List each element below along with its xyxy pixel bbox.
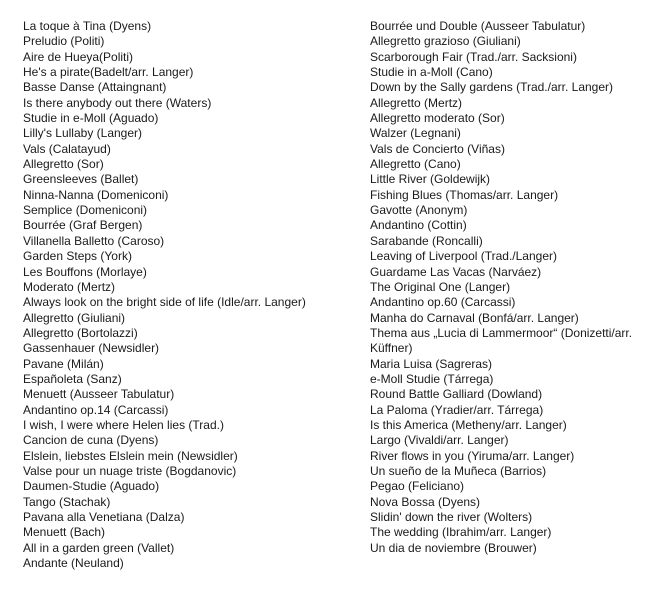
piece-title: Bourrée und Double (Ausseer Tabulatur) <box>370 19 586 33</box>
piece-title: Bourrée (Graf Bergen) <box>23 218 143 233</box>
piece-title: Basse Danse (Attaingnant) <box>23 80 167 95</box>
piece-title: I wish, I were where Helen lies (Trad.) <box>23 417 224 432</box>
piece-title: Garden Steps (York) <box>23 249 132 264</box>
piece-title: Vals (Calatayud) <box>23 141 111 156</box>
piece-title: Elslein, liebstes Elslein mein (Newsidler) <box>23 448 238 463</box>
piece-title: Gavotte (Anonym) <box>370 203 468 218</box>
piece-title: Allegretto grazioso (Giuliani) <box>370 34 521 49</box>
piece-title: Always look on the bright side of life (Idle/arr. Langer) <box>23 295 306 310</box>
piece-title: Pavana alla Venetiana (Dalza) <box>23 510 185 524</box>
piece-title: Cancion de cuna (Dyens) <box>23 433 159 448</box>
piece-title: Sarabande (Roncalli) <box>370 233 483 248</box>
piece-title: Aire de Hueya(Politi) <box>23 49 134 64</box>
piece-title: Pavane (Milán) <box>23 356 104 371</box>
piece-title: Allegretto moderato (Sor) <box>370 111 505 126</box>
piece-title: Scarborough Fair (Trad./arr. Sacksioni) <box>370 49 577 64</box>
piece-title: Studie in a-Moll (Cano) <box>370 65 493 80</box>
piece-title: Andante (Neuland) <box>23 556 124 571</box>
piece-title: Ninna-Nanna (Domeniconi) <box>23 187 169 202</box>
piece-title: Andantino op.14 (Carcassi) <box>23 402 169 417</box>
piece-title: Un sueño de la Muñeca (Barrios) <box>370 463 547 478</box>
piece-title: Villanella Balletto (Caroso) <box>23 233 165 248</box>
piece-title: La Paloma (Yradier/arr. Tárrega) <box>370 402 544 417</box>
piece-title: Down by the Sally gardens (Trad./arr. Langer) <box>370 80 614 95</box>
piece-title: Moderato (Mertz) <box>23 279 116 294</box>
piece-title: Slidin' down the river (Wolters) <box>370 510 533 524</box>
piece-title: Pegao (Feliciano) <box>370 479 465 494</box>
piece-title: Lilly's Lullaby (Langer) <box>23 126 143 141</box>
piece-title: Españoleta (Sanz) <box>23 371 122 386</box>
piece-title: Valse pour un nuage triste (Bogdanovic) <box>23 463 237 478</box>
piece-title: Allegretto (Bortolazzi) <box>23 325 138 340</box>
piece-title: Tango (Stachak) <box>23 494 111 509</box>
piece-title: Greensleeves (Ballet) <box>23 172 139 187</box>
piece-title: Little River (Goldewijk) <box>370 172 491 187</box>
piece-title: Les Bouffons (Morlaye) <box>23 264 147 279</box>
piece-title: Nova Bossa (Dyens) <box>370 494 481 509</box>
piece-title: All in a garden green (Vallet) <box>23 540 175 555</box>
piece-title: The wedding (Ibrahim/arr. Langer) <box>370 525 552 540</box>
piece-title: e-Moll Studie (Tárrega) <box>370 371 494 386</box>
piece-title: Andantino op.60 (Carcassi) <box>370 295 516 310</box>
piece-title: Largo (Vivaldi/arr. Langer) <box>370 433 509 448</box>
left-column-list <box>23 19 353 571</box>
piece-title: Thema aus „Lucia di Lammermoor“ (Donizetti/arr. Küffner) <box>370 325 633 356</box>
piece-title: Allegretto (Giuliani) <box>23 310 126 325</box>
piece-title: Un dia de noviembre (Brouwer) <box>370 540 537 555</box>
piece-title: Vals de Concierto (Viñas) <box>370 141 505 156</box>
piece-title: Studie in e-Moll (Aguado) <box>23 111 159 126</box>
piece-title: Allegretto (Mertz) <box>370 95 463 110</box>
right-column-list <box>370 19 645 556</box>
piece-title: Walzer (Legnani) <box>370 126 461 141</box>
piece-title: He's a pirate(Badelt/arr. Langer) <box>23 65 194 80</box>
piece-title: The Original One (Langer) <box>370 279 511 294</box>
piece-title: Menuett (Bach) <box>23 525 106 540</box>
piece-title: Maria Luisa (Sagreras) <box>370 356 493 371</box>
piece-title: Menuett (Ausseer Tabulatur) <box>23 387 175 402</box>
piece-title: Fishing Blues (Thomas/arr. Langer) <box>370 187 559 202</box>
piece-title: Manha do Carnaval (Bonfá/arr. Langer) <box>370 310 579 325</box>
piece-title: Guardame Las Vacas (Narváez) <box>370 264 542 279</box>
piece-title: La toque à Tina (Dyens) <box>23 19 152 33</box>
piece-title: Daumen-Studie (Aguado) <box>23 479 160 494</box>
piece-title: Round Battle Galliard (Dowland) <box>370 387 543 402</box>
piece-title: Allegretto (Cano) <box>370 157 461 172</box>
piece-title: Semplice (Domeniconi) <box>23 203 148 218</box>
piece-title: Leaving of Liverpool (Trad./Langer) <box>370 249 557 264</box>
piece-title: Allegretto (Sor) <box>23 157 104 172</box>
piece-title: River flows in you (Yiruma/arr. Langer) <box>370 448 575 463</box>
piece-title: Is this America (Metheny/arr. Langer) <box>370 417 567 432</box>
piece-title: Gassenhauer (Newsidler) <box>23 341 160 356</box>
piece-title: Is there anybody out there (Waters) <box>23 95 212 110</box>
piece-title: Andantino (Cottin) <box>370 218 467 233</box>
piece-title: Preludio (Politi) <box>23 34 105 49</box>
